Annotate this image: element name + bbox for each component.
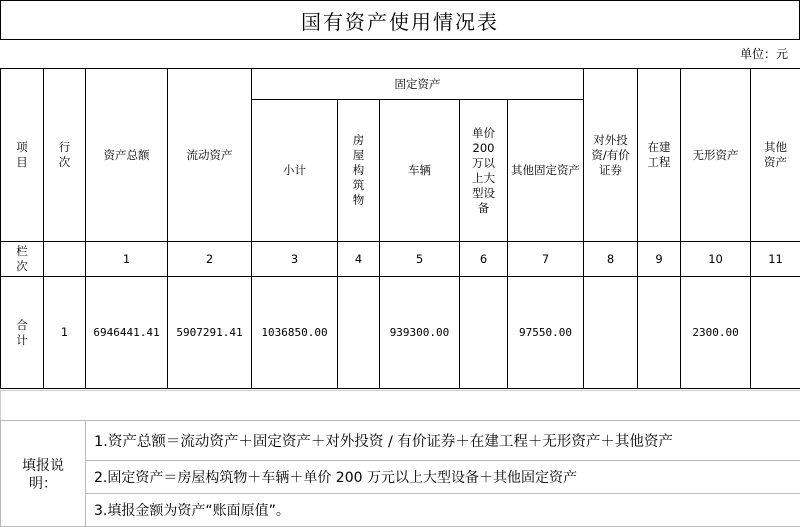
column-index-cell: 10 <box>681 242 751 277</box>
total-row <box>1 277 800 389</box>
other-assets-value <box>751 277 800 389</box>
spacer-row <box>0 390 800 421</box>
note-item: 2.固定资产＝房屋构筑物＋车辆＋单价 200 万元以上大型设备＋其他固定资产 <box>86 461 800 494</box>
buildings-value <box>338 277 380 389</box>
column-index-cell: 6 <box>460 242 508 277</box>
other-fixed-value: 97550.00 <box>508 277 584 389</box>
column-index-row <box>1 242 800 277</box>
column-index-cell: 5 <box>380 242 460 277</box>
header-external-invest: 对外投资/有价证券 <box>584 69 638 242</box>
header-other-assets: 其他资产 <box>751 69 800 242</box>
column-index-cell: 1 <box>86 242 168 277</box>
total-row-no: 1 <box>44 277 86 389</box>
column-index-cell: 3 <box>252 242 338 277</box>
column-index-cell: 7 <box>508 242 584 277</box>
header-current-assets: 流动资产 <box>168 69 252 242</box>
column-index-cell: 8 <box>584 242 638 277</box>
current-assets-value: 5907291.41 <box>168 277 252 389</box>
external-invest-value <box>584 277 638 389</box>
header-buildings: 房屋构筑物 <box>338 100 380 242</box>
notes-label: 填报说明： <box>1 421 86 527</box>
unit-label: 单位：元 <box>740 45 788 62</box>
column-index-cell: 2 <box>168 242 252 277</box>
column-index-label: 栏次 <box>1 242 44 277</box>
header-item: 项目 <box>1 69 44 242</box>
header-total-assets: 资产总额 <box>86 69 168 242</box>
header-other-fixed: 其他固定资产 <box>508 100 584 242</box>
header-large-equipment: 单价200万以上大型设备 <box>460 100 508 242</box>
notes-section <box>0 420 800 527</box>
header-vehicles: 车辆 <box>380 100 460 242</box>
construction-value <box>638 277 681 389</box>
total-assets-value: 6946441.41 <box>86 277 168 389</box>
column-index-empty <box>44 242 86 277</box>
header-fixed-assets: 固定资产 <box>252 69 584 100</box>
vehicles-value: 939300.00 <box>380 277 460 389</box>
asset-table <box>0 68 800 389</box>
large-equipment-value <box>460 277 508 389</box>
note-item: 1.资产总额＝流动资产＋固定资产＋对外投资 / 有价证券＋在建工程＋无形资产＋其他资产 <box>86 421 800 461</box>
subtotal-value: 1036850.00 <box>252 277 338 389</box>
total-row-label: 合计 <box>1 277 44 389</box>
column-index-cell: 11 <box>751 242 800 277</box>
header-intangible: 无形资产 <box>681 69 751 242</box>
note-item: 3.填报金额为资产“账面原值”。 <box>86 494 800 527</box>
intangible-value: 2300.00 <box>681 277 751 389</box>
column-index-cell: 4 <box>338 242 380 277</box>
page-title: 国有资产使用情况表 <box>0 0 800 40</box>
header-construction: 在建工程 <box>638 69 681 242</box>
column-index-cell: 9 <box>638 242 681 277</box>
header-subtotal: 小计 <box>252 100 338 242</box>
header-row-no: 行次 <box>44 69 86 242</box>
